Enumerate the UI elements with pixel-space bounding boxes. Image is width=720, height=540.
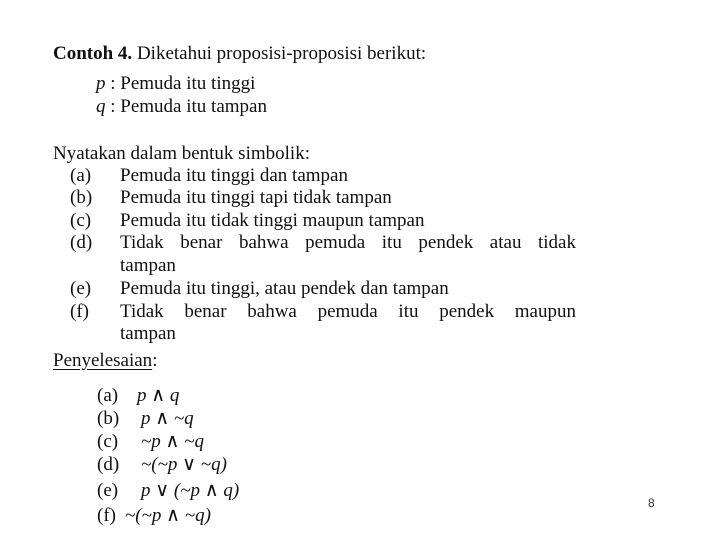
proposition-text: : Pemuda itu tampan (110, 96, 267, 117)
proposition-text: : Pemuda itu tinggi (110, 73, 256, 94)
answer-label: (b) (97, 408, 120, 429)
question-text: Pemuda itu tidak tinggi maupun tampan (120, 210, 425, 231)
answer-expression: ~(~p ∨ ~q) (141, 454, 227, 475)
question-label: (f) (70, 301, 89, 322)
proposition-q (96, 96, 267, 118)
proposition-var: p (96, 73, 106, 94)
page-number: 8 (648, 496, 655, 510)
proposition-p (96, 73, 255, 95)
example-label: Contoh 4. (53, 43, 133, 64)
answer-label: (e) (97, 480, 119, 501)
answer-expression: ~(~p ∧ ~q) (125, 505, 211, 526)
question-text-continued: tampan (120, 323, 176, 344)
question-text: Pemuda itu tinggi, atau pendek dan tampan (120, 278, 449, 299)
question-text: Pemuda itu tinggi dan tampan (120, 165, 348, 186)
question-text: Tidak benar bahwa pemuda itu pendek atau tidak (120, 232, 576, 253)
example-intro: Diketahui proposisi-proposisi berikut: (136, 43, 427, 64)
proposition-var: q (96, 96, 106, 117)
solution-heading-text: Penyelesaian (53, 350, 153, 371)
question-label: (b) (70, 187, 93, 208)
answer-label: (a) (97, 385, 119, 406)
answer-expression: ~p ∧ ~q (141, 431, 204, 452)
solution-heading (53, 350, 157, 372)
question-text: Tidak benar bahwa pemuda itu pendek maupun (120, 301, 576, 322)
answer-label: (c) (97, 431, 119, 452)
question-label: (e) (70, 278, 92, 299)
answer-label: (f) (97, 505, 116, 526)
answer-expression: p ∧ q (137, 385, 180, 406)
example-heading (53, 43, 426, 65)
answer-expression: p ∧ ~q (141, 408, 194, 429)
question-label: (d) (70, 232, 93, 253)
solution-heading-colon: : (152, 350, 158, 371)
question-label: (a) (70, 165, 92, 186)
instruction-text: Nyatakan dalam bentuk simbolik: (53, 143, 310, 164)
answer-label: (d) (97, 454, 120, 475)
question-label: (c) (70, 210, 92, 231)
answer-expression: p ∨ (~p ∧ q) (141, 480, 240, 501)
question-text: Pemuda itu tinggi tapi tidak tampan (120, 187, 392, 208)
question-text-continued: tampan (120, 255, 176, 276)
